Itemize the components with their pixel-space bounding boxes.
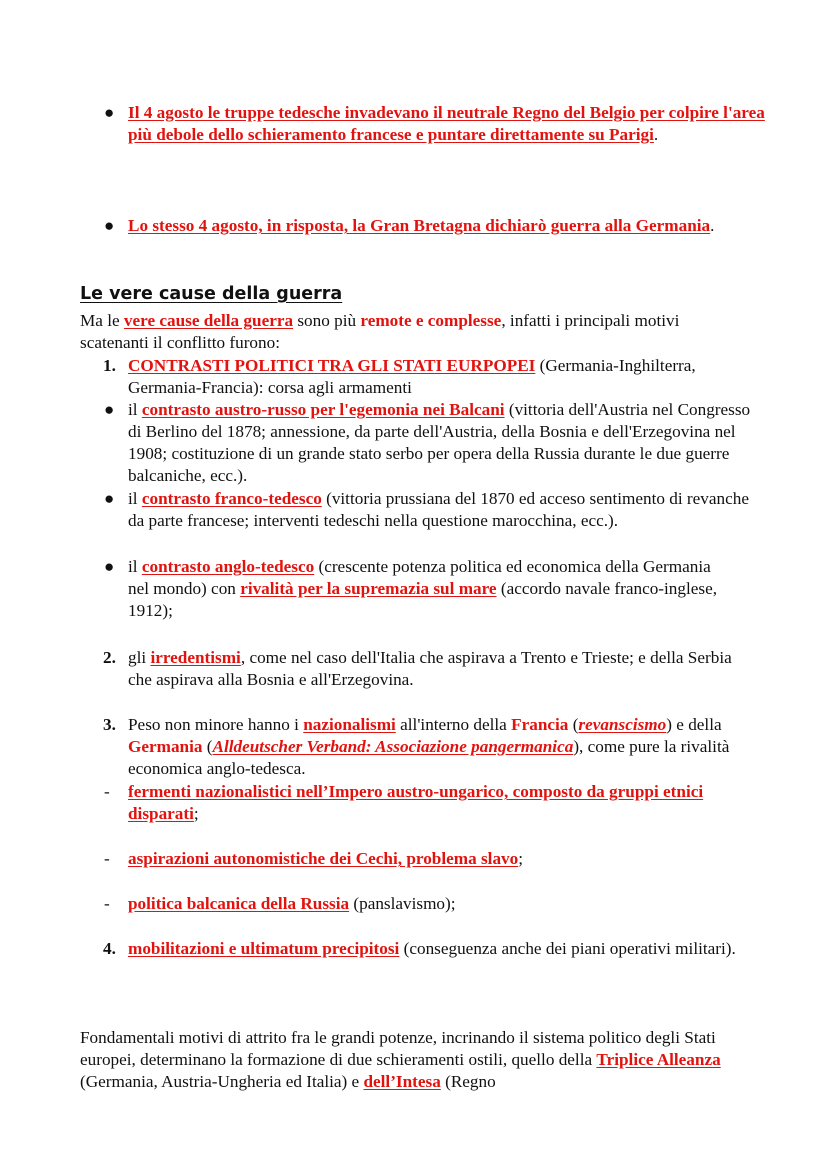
item-1-sub-2: il contrasto franco-tedesco (vittoria prussiana del 1870 ed acceso sentimento di revanche da parte francese; interventi tedeschi nella questione marocchina, ecc.). [128,489,749,530]
item-3-dash-2: aspirazioni autonomistiche dei Cechi, problema slavo; [128,849,524,868]
item-2-number: 2. [103,648,116,667]
item-3-dash-3: politica balcanica della Russia (panslavismo); [128,894,456,913]
dash-marker: - [104,894,110,913]
bullet-dot: ● [104,400,115,419]
dash-marker: - [104,782,110,801]
bullet-dot: ● [104,216,115,235]
bullet-dot: ● [104,489,115,508]
item-3-dash-2-red: aspirazioni autonomistiche dei Cechi, problema slavo [128,849,519,868]
item-1-sub-2-red: contrasto franco-tedesco [141,489,322,508]
item-1-number: 1. [103,356,116,375]
section-heading: Le vere cause della guerra [80,284,343,304]
item-2-red: irredentismi [150,648,241,667]
intesa: dell’Intesa [363,1072,441,1091]
item-3-alldeutscher: Alldeutscher Verband: Associazione pangermanica [212,737,574,756]
vere-cause-link: vere cause della guerra [123,311,294,330]
item-4: mobilitazioni e ultimatum precipitosi (conseguenza anche dei piani operativi militari). [128,939,736,958]
triplice-alleanza: Triplice Alleanza [596,1050,721,1069]
bullet-dot: ● [104,103,115,122]
section-intro: Ma le vere cause della guerra sono più remote e complesse, infatti i principali motivi scatenanti il conflitto furono: [80,311,680,352]
item-3-dash-3-red: politica balcanica della Russia [128,894,350,913]
intro-bullet-2-tail: . [710,216,715,235]
item-3: Peso non minore hanno i nazionalismi all'interno della Francia (revanscismo) e della Germania (Alldeutscher Verband: Associazione pangermanica), come pure la rivalità economica anglo-tedesca. [128,715,730,778]
intro-bullet-2-red: Lo stesso 4 agosto, in risposta, la Gran Bretagna dichiarò guerra alla Germania [128,216,711,235]
item-3-germania: Germania [128,737,203,756]
item-1-sub-1: il contrasto austro-russo per l'egemonia nei Balcani (vittoria dell'Austria nel Congresso di Berlino del 1878; annessione, da parte dell'Austria, della Bosnia e dell'Erzegovina nel 1908; costituzione di un grande stato serbo per opera della Russia durante le due guerre balcaniche, ecc.). [128,400,751,485]
intro-bullet-1 [128,102,768,146]
item-3-dash-1-red: fermenti nazionalistici nell’Impero austro-ungarico, composto da gruppi etnici disparati [128,782,704,823]
item-4-red: mobilitazioni e ultimatum precipitosi [128,939,400,958]
item-2: gli irredentismi, come nel caso dell'Italia che aspirava a Trento e Trieste; e della Serbia che aspirava alla Bosnia e all'Erzegovina. [128,648,732,689]
item-1-red: CONTRASTI POLITICI TRA GLI STATI EURPOPEI [128,356,536,375]
dash-marker: - [104,849,110,868]
intro-bullet-2 [128,215,768,237]
item-3-number: 3. [103,715,116,734]
closing-paragraph: Fondamentali motivi di attrito fra le grandi potenze, incrinando il sistema politico degli Stati europei, determinano la formazione di due schieramenti ostili, quello della Triplice Alleanza (Germania, Austria-Ungheria ed Italia) e dell’Intesa (Regno [80,1028,721,1091]
intro-bullet-1-red: Il 4 agosto le truppe tedesche invadevano il neutrale Regno del Belgio per colpire l'area più debole dello schieramento francese e puntare direttamente su Parigi [128,103,765,144]
bullet-dot: ● [104,557,115,576]
item-1-sub-1-red: contrasto austro-russo per l'egemonia nei Balcani [141,400,505,419]
intro-bullet-1-tail: . [653,125,659,144]
item-1-sub-3: il contrasto anglo-tedesco (crescente potenza politica ed economica della Germania nel mondo) con rivalità per la supremazia sul mare (accordo navale franco-inglese, 1912); [128,557,718,620]
item-1-rest: (Germania-Inghilterra, Germania-Francia): corsa agli armamenti [128,356,696,397]
item-3-dash-1: fermenti nazionalistici nell’Impero austro-ungarico, composto da gruppi etnici disparati; [128,782,704,823]
item-1 [128,355,733,399]
item-3-nazionalismi: nazionalismi [303,715,396,734]
item-1-sub-3-red2: rivalità per la supremazia sul mare [240,579,497,598]
item-3-francia: Francia [511,715,569,734]
item-1-sub-3-red: contrasto anglo-tedesco [141,557,315,576]
item-3-revanscismo: revanscismo [578,715,667,734]
remote-complesse: remote e complesse [360,311,502,330]
item-4-number: 4. [103,939,116,958]
